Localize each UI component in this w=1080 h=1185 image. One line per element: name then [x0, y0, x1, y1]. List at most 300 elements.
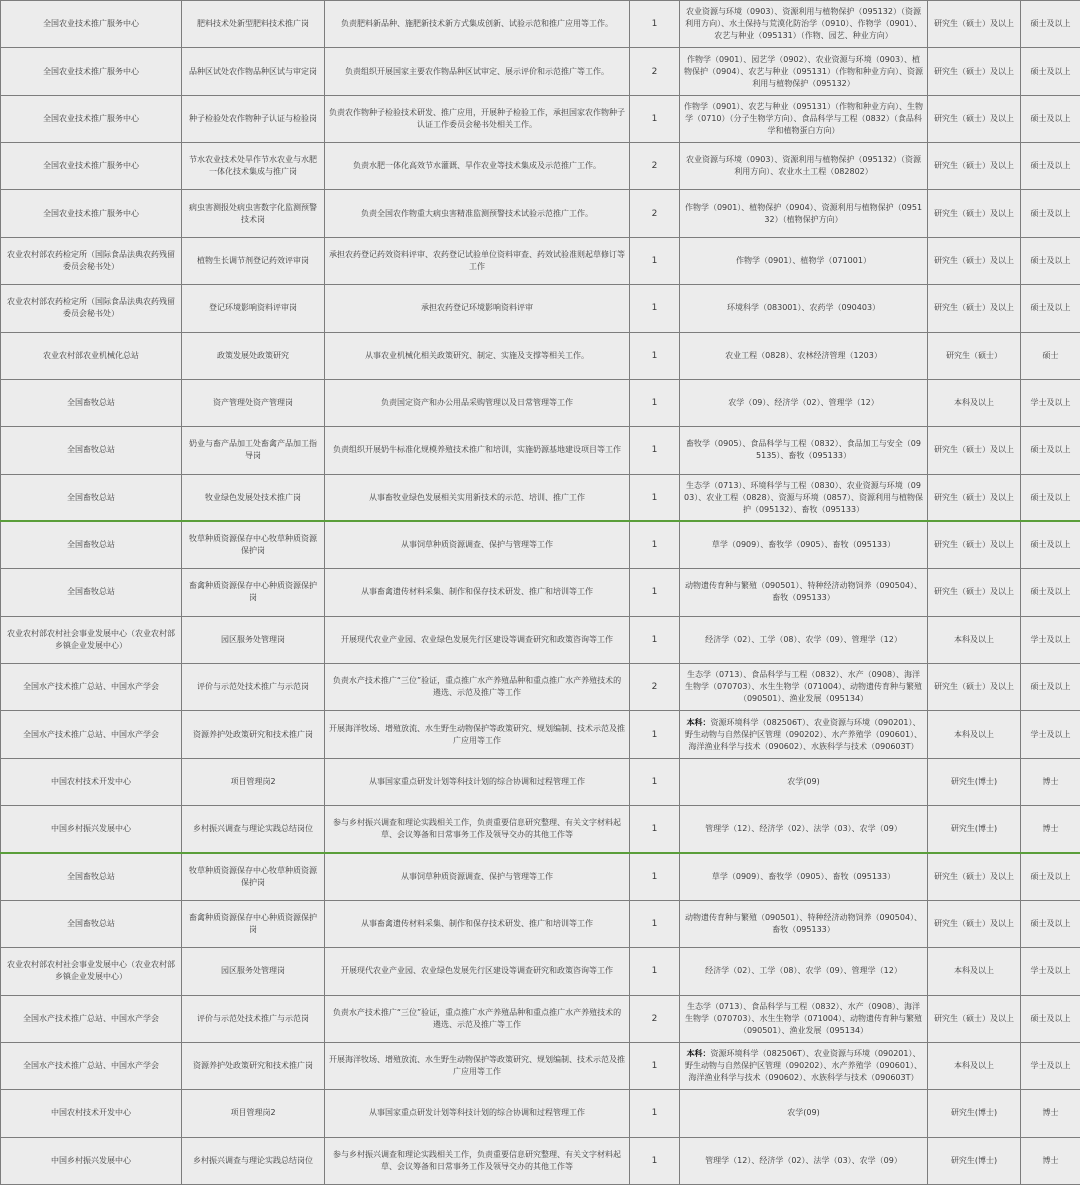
position-cell: [182, 379, 325, 426]
major-text: 作物学（0901）、园艺学（0902）、农业资源与环境（0903）、植物保护（0904）、农艺与种业（095131）（作物和种业方向）、资源利用与植物保护（095132）: [684, 54, 923, 90]
title-text: 硕士: [1025, 350, 1076, 362]
position-text: 畜禽种质资源保存中心种质资源保护岗: [186, 580, 320, 604]
degree-text: 研究生(博士): [932, 823, 1016, 835]
unit-text: 农业农村部农村社会事业发展中心（农业农村部乡镇企业发展中心）: [5, 628, 177, 652]
headcount-cell: [630, 664, 680, 711]
degree-cell: [928, 995, 1021, 1042]
position-text: 肥料技术处新型肥料技术推广岗: [186, 18, 320, 30]
unit-cell: [1, 48, 182, 95]
duty-cell: [325, 237, 630, 284]
position-cell: [182, 48, 325, 95]
major-text: 经济学（02）、工学（08）、农学（09）、管理学（12）: [684, 965, 923, 977]
unit-text: 全国畜牧总站: [5, 444, 177, 456]
table-row: [1, 237, 1080, 284]
duty-text: 开展现代农业产业园、农业绿色发展先行区建设等调查研究和政策咨询等工作: [329, 965, 625, 977]
position-cell: [182, 806, 325, 853]
table-row: [1, 48, 1080, 95]
duty-cell: [325, 711, 630, 758]
degree-text: 本科及以上: [932, 965, 1016, 977]
headcount-cell: [630, 285, 680, 332]
table-row: [1, 285, 1080, 332]
degree-text: 研究生（硕士）及以上: [932, 586, 1016, 598]
headcount-cell: [630, 332, 680, 379]
table-row: [1, 190, 1080, 237]
title-text: 硕士及以上: [1025, 871, 1076, 883]
degree-text: 本科及以上: [932, 634, 1016, 646]
title-text: 博士: [1025, 1155, 1076, 1167]
major-cell: [680, 1, 928, 48]
major-cell: [680, 521, 928, 568]
unit-cell: [1, 237, 182, 284]
headcount-cell: [630, 379, 680, 426]
title-cell: [1021, 427, 1080, 474]
major-text: 农学（09）、经济学（02）、管理学（12）: [684, 397, 923, 409]
position-cell: [182, 1137, 325, 1184]
degree-text: 研究生（硕士）及以上: [932, 66, 1016, 78]
unit-cell: [1, 332, 182, 379]
unit-text: 全国畜牧总站: [5, 397, 177, 409]
position-text: 园区服务处管理岗: [186, 634, 320, 646]
major-text: 作物学（0901）、植物保护（0904）、资源利用与植物保护（095132）（植物保护方向）: [684, 202, 923, 226]
position-cell: [182, 995, 325, 1042]
major-text: 农业资源与环境（0903）、资源利用与植物保护（095132）（资源利用方向）、农业水土工程（082802）: [684, 154, 923, 178]
major-cell: [680, 711, 928, 758]
table-row: [1, 143, 1080, 190]
duty-text: 从事畜牧业绿色发展相关实用新技术的示范、培训、推广工作: [329, 492, 625, 504]
title-cell: [1021, 948, 1080, 995]
degree-cell: [928, 1090, 1021, 1137]
duty-text: 从事饲草种质资源调查、保护与管理等工作: [329, 539, 625, 551]
duty-text: 参与乡村振兴调查和理论实践相关工作，负责重要信息研究整理、有关文字材料起草、会议筹备和日常事务工作及领导交办的其他工作等: [329, 1149, 625, 1173]
degree-cell: [928, 95, 1021, 142]
table-row: [1, 664, 1080, 711]
degree-cell: [928, 1042, 1021, 1089]
title-text: 硕士及以上: [1025, 18, 1076, 30]
unit-cell: [1, 1137, 182, 1184]
headcount-text: 1: [634, 539, 675, 551]
headcount-cell: [630, 1090, 680, 1137]
headcount-text: 1: [634, 965, 675, 977]
duty-text: 负责肥料新品种、施肥新技术新方式集成创新、试验示范和推广应用等工作。: [329, 18, 625, 30]
degree-text: 研究生（硕士）及以上: [932, 871, 1016, 883]
duty-text: 从事农业机械化相关政策研究、制定、实施及支撑等相关工作。: [329, 350, 625, 362]
unit-cell: [1, 379, 182, 426]
table-body: [1, 1, 1080, 1185]
duty-cell: [325, 1, 630, 48]
degree-cell: [928, 285, 1021, 332]
position-text: 资产管理处资产管理岗: [186, 397, 320, 409]
table-row: [1, 806, 1080, 853]
major-text: 生态学（0713）、食品科学与工程（0832）、水产（0908）、海洋生物学（070703）、水生生物学（071004）、动物遗传育种与繁殖（090501）、渔业发展（095134）: [684, 1001, 923, 1037]
headcount-text: 1: [634, 729, 675, 741]
headcount-text: 2: [634, 208, 675, 220]
title-cell: [1021, 379, 1080, 426]
major-text: 资源环境科学（082506T）、农业资源与环境（090201）、野生动物与自然保护区管理（090202）、水产养殖学（090601）、海洋渔业科学与技术（090602）、水族科学与技术（090603T）: [685, 718, 922, 751]
title-text: 硕士及以上: [1025, 302, 1076, 314]
major-text: 作物学（0901）、植物学（071001）: [684, 255, 923, 267]
duty-cell: [325, 143, 630, 190]
unit-cell: [1, 190, 182, 237]
duty-cell: [325, 948, 630, 995]
headcount-text: 1: [634, 113, 675, 125]
position-text: 牧草种质资源保存中心牧草种质资源保护岗: [186, 865, 320, 889]
title-cell: [1021, 900, 1080, 947]
duty-text: 负责农作物种子检验技术研发、推广应用，开展种子检验工作，承担国家农作物种子认证工作委员会秘书处相关工作。: [329, 107, 625, 131]
headcount-text: 1: [634, 776, 675, 788]
major-text: 生态学（0713）、环境科学与工程（0830）、农业资源与环境（0903）、农业工程（0828）、资源与环境（0857）、资源利用与植物保护（095132）、畜牧（095133）: [684, 480, 923, 516]
degree-text: 研究生（硕士）及以上: [932, 18, 1016, 30]
degree-text: 研究生（硕士）及以上: [932, 681, 1016, 693]
position-cell: [182, 427, 325, 474]
position-text: 种子检验处农作物种子认证与检验岗: [186, 113, 320, 125]
major-text: 农学(09): [684, 1107, 923, 1119]
title-cell: [1021, 806, 1080, 853]
table-row: [1, 332, 1080, 379]
unit-cell: [1, 427, 182, 474]
duty-text: 负责国定资产和办公用品采购管理以及日常管理等工作: [329, 397, 625, 409]
headcount-cell: [630, 569, 680, 616]
major-text: 农学(09): [684, 776, 923, 788]
degree-cell: [928, 521, 1021, 568]
major-cell: [680, 190, 928, 237]
title-text: 学士及以上: [1025, 397, 1076, 409]
unit-text: 全国畜牧总站: [5, 586, 177, 598]
degree-cell: [928, 237, 1021, 284]
duty-cell: [325, 995, 630, 1042]
duty-cell: [325, 900, 630, 947]
title-text: 硕士及以上: [1025, 681, 1076, 693]
major-cell: [680, 995, 928, 1042]
title-text: 硕士及以上: [1025, 66, 1076, 78]
unit-text: 全国水产技术推广总站、中国水产学会: [5, 729, 177, 741]
unit-cell: [1, 853, 182, 900]
headcount-text: 1: [634, 255, 675, 267]
major-cell: [680, 379, 928, 426]
position-text: 资源养护处政策研究和技术推广岗: [186, 729, 320, 741]
unit-cell: [1, 900, 182, 947]
title-cell: [1021, 48, 1080, 95]
duty-cell: [325, 853, 630, 900]
unit-text: 全国农业技术推广服务中心: [5, 160, 177, 172]
title-cell: [1021, 758, 1080, 805]
major-text: 畜牧学（0905）、食品科学与工程（0832）、食品加工与安全（095135）、畜牧（095133）: [684, 438, 923, 462]
unit-cell: [1, 711, 182, 758]
headcount-text: 2: [634, 160, 675, 172]
title-text: 硕士及以上: [1025, 1013, 1076, 1025]
duty-text: 参与乡村振兴调查和理论实践相关工作，负责重要信息研究整理、有关文字材料起草、会议筹备和日常事务工作及领导交办的其他工作等: [329, 817, 625, 841]
degree-text: 研究生（硕士）及以上: [932, 255, 1016, 267]
unit-cell: [1, 1042, 182, 1089]
unit-text: 农业农村部农药检定所（国际食品法典农药残留委员会秘书处）: [5, 296, 177, 320]
headcount-cell: [630, 711, 680, 758]
headcount-text: 1: [634, 871, 675, 883]
position-cell: [182, 616, 325, 663]
title-cell: [1021, 853, 1080, 900]
degree-cell: [928, 474, 1021, 521]
major-text: 资源环境科学（082506T）、农业资源与环境（090201）、野生动物与自然保护区管理（090202）、水产养殖学（090601）、海洋渔业科学与技术（090602）、水族科学与技术（090603T）: [685, 1049, 922, 1082]
major-cell: [680, 806, 928, 853]
duty-text: 从事国家重点研发计划等科技计划的综合协调和过程管理工作: [329, 1107, 625, 1119]
unit-text: 全国畜牧总站: [5, 492, 177, 504]
position-text: 牧草种质资源保存中心牧草种质资源保护岗: [186, 533, 320, 557]
title-cell: [1021, 616, 1080, 663]
headcount-text: 1: [634, 397, 675, 409]
degree-cell: [928, 900, 1021, 947]
headcount-cell: [630, 143, 680, 190]
unit-text: 全国畜牧总站: [5, 871, 177, 883]
unit-cell: [1, 521, 182, 568]
title-text: 博士: [1025, 776, 1076, 788]
position-cell: [182, 900, 325, 947]
degree-cell: [928, 190, 1021, 237]
title-text: 博士: [1025, 1107, 1076, 1119]
major-text: 农业资源与环境（0903）、资源利用与植物保护（095132）（资源利用方向）、水土保持与荒漠化防治学（0910）、作物学（0901）、农艺与种业（095131）（作物、园艺、种业方向）: [684, 6, 923, 42]
degree-text: 研究生(博士): [932, 776, 1016, 788]
unit-cell: [1, 95, 182, 142]
duty-text: 负责全国农作物重大病虫害精准监测预警技术试验示范推广工作。: [329, 208, 625, 220]
duty-cell: [325, 1137, 630, 1184]
duty-text: 承担农药登记药效资料评审、农药登记试验单位资料审查、药效试验准则起草修订等工作: [329, 249, 625, 273]
duty-text: 负责水产技术推广“三位”验证，重点推广水产养殖品种和重点推广水产养殖技术的遴选、示范及推广等工作: [329, 1007, 625, 1031]
headcount-text: 2: [634, 681, 675, 693]
position-text: 畜禽种质资源保存中心种质资源保护岗: [186, 912, 320, 936]
major-cell: [680, 427, 928, 474]
title-cell: [1021, 664, 1080, 711]
headcount-cell: [630, 474, 680, 521]
table-row: [1, 616, 1080, 663]
degree-cell: [928, 711, 1021, 758]
unit-text: 全国畜牧总站: [5, 539, 177, 551]
title-text: 硕士及以上: [1025, 918, 1076, 930]
degree-cell: [928, 1137, 1021, 1184]
unit-text: 全国畜牧总站: [5, 918, 177, 930]
degree-text: 研究生（硕士）及以上: [932, 539, 1016, 551]
major-cell: [680, 758, 928, 805]
duty-text: 开展海洋牧场、增殖放流、水生野生动物保护等政策研究、规划编制、技术示范及推广应用等工作: [329, 1054, 625, 1078]
degree-cell: [928, 948, 1021, 995]
headcount-text: 1: [634, 1107, 675, 1119]
position-text: 乡村振兴调查与理论实践总结岗位: [186, 1155, 320, 1167]
headcount-cell: [630, 616, 680, 663]
title-cell: [1021, 474, 1080, 521]
position-text: 节水农业技术处旱作节水农业与水肥一体化技术集成与推广岗: [186, 154, 320, 178]
unit-text: 全国水产技术推广总站、中国水产学会: [5, 681, 177, 693]
position-cell: [182, 521, 325, 568]
headcount-cell: [630, 900, 680, 947]
table-row: [1, 1137, 1080, 1184]
position-cell: [182, 143, 325, 190]
duty-text: 开展海洋牧场、增殖放流、水生野生动物保护等政策研究、规划编制、技术示范及推广应用等工作: [329, 723, 625, 747]
position-text: 项目管理岗2: [186, 776, 320, 788]
duty-cell: [325, 664, 630, 711]
major-text: 农业工程（0828）、农林经济管理（1203）: [684, 350, 923, 362]
unit-cell: [1, 995, 182, 1042]
headcount-cell: [630, 1, 680, 48]
title-text: 硕士及以上: [1025, 492, 1076, 504]
degree-cell: [928, 616, 1021, 663]
headcount-cell: [630, 806, 680, 853]
table-row: [1, 758, 1080, 805]
unit-text: 中国乡村振兴发展中心: [5, 1155, 177, 1167]
title-text: 硕士及以上: [1025, 160, 1076, 172]
degree-cell: [928, 332, 1021, 379]
position-cell: [182, 1090, 325, 1137]
position-cell: [182, 758, 325, 805]
table-row: [1, 711, 1080, 758]
table-row: [1, 900, 1080, 947]
duty-cell: [325, 95, 630, 142]
title-cell: [1021, 285, 1080, 332]
major-cell: [680, 285, 928, 332]
table-row: [1, 1, 1080, 48]
headcount-cell: [630, 853, 680, 900]
position-text: 乡村振兴调查与理论实践总结岗位: [186, 823, 320, 835]
headcount-text: 1: [634, 1155, 675, 1167]
unit-cell: [1, 474, 182, 521]
degree-text: 研究生（硕士）及以上: [932, 1013, 1016, 1025]
title-cell: [1021, 1, 1080, 48]
degree-text: 本科及以上: [932, 729, 1016, 741]
degree-cell: [928, 1, 1021, 48]
duty-cell: [325, 1042, 630, 1089]
degree-text: 研究生(博士): [932, 1107, 1016, 1119]
position-text: 植物生长调节剂登记药效评审岗: [186, 255, 320, 267]
unit-text: 农业农村部农业机械化总站: [5, 350, 177, 362]
table-row: [1, 948, 1080, 995]
unit-text: 中国农村技术开发中心: [5, 776, 177, 788]
headcount-text: 1: [634, 18, 675, 30]
duty-cell: [325, 427, 630, 474]
title-text: 硕士及以上: [1025, 113, 1076, 125]
duty-text: 负责组织开展奶牛标准化规模养殖技术推广和培训，实施奶源基地建设项目等工作: [329, 444, 625, 456]
position-cell: [182, 190, 325, 237]
unit-cell: [1, 1, 182, 48]
position-text: 奶业与畜产品加工处畜禽产品加工指导岗: [186, 438, 320, 462]
headcount-cell: [630, 95, 680, 142]
unit-cell: [1, 569, 182, 616]
title-cell: [1021, 995, 1080, 1042]
unit-cell: [1, 948, 182, 995]
degree-text: 研究生（硕士）及以上: [932, 160, 1016, 172]
headcount-cell: [630, 190, 680, 237]
duty-cell: [325, 521, 630, 568]
headcount-cell: [630, 427, 680, 474]
unit-cell: [1, 1090, 182, 1137]
headcount-text: 1: [634, 1060, 675, 1072]
unit-cell: [1, 664, 182, 711]
table-row: [1, 853, 1080, 900]
table-row: [1, 1090, 1080, 1137]
duty-text: 承担农药登记环境影响资料评审: [329, 302, 625, 314]
duty-text: 从事畜禽遗传材料采集、制作和保存技术研发、推广和培训等工作: [329, 586, 625, 598]
major-cell: [680, 95, 928, 142]
major-cell: [680, 616, 928, 663]
degree-cell: [928, 806, 1021, 853]
position-text: 项目管理岗2: [186, 1107, 320, 1119]
unit-cell: [1, 143, 182, 190]
table-row: [1, 379, 1080, 426]
table-row: [1, 995, 1080, 1042]
unit-text: 全国水产技术推广总站、中国水产学会: [5, 1013, 177, 1025]
major-cell: [680, 1042, 928, 1089]
major-text: 管理学（12）、经济学（02）、法学（03）、农学（09）: [684, 1155, 923, 1167]
title-text: 学士及以上: [1025, 965, 1076, 977]
title-cell: [1021, 569, 1080, 616]
headcount-cell: [630, 237, 680, 284]
degree-cell: [928, 379, 1021, 426]
duty-text: 从事国家重点研发计划等科技计划的综合协调和过程管理工作: [329, 776, 625, 788]
title-cell: [1021, 1090, 1080, 1137]
headcount-cell: [630, 948, 680, 995]
title-text: 学士及以上: [1025, 729, 1076, 741]
duty-text: 从事畜禽遗传材料采集、制作和保存技术研发、推广和培训等工作: [329, 918, 625, 930]
unit-cell: [1, 285, 182, 332]
major-cell: [680, 474, 928, 521]
unit-text: 全国水产技术推广总站、中国水产学会: [5, 1060, 177, 1072]
table-row: [1, 474, 1080, 521]
major-text: 管理学（12）、经济学（02）、法学（03）、农学（09）: [684, 823, 923, 835]
unit-text: 中国乡村振兴发展中心: [5, 823, 177, 835]
major-text: 草学（0909）、畜牧学（0905）、畜牧（095133）: [684, 871, 923, 883]
table-row: [1, 427, 1080, 474]
duty-cell: [325, 190, 630, 237]
major-cell: [680, 1137, 928, 1184]
headcount-text: 1: [634, 823, 675, 835]
degree-cell: [928, 758, 1021, 805]
position-cell: [182, 332, 325, 379]
duty-cell: [325, 616, 630, 663]
title-cell: [1021, 190, 1080, 237]
position-text: 政策发展处政策研究: [186, 350, 320, 362]
unit-text: 全国农业技术推广服务中心: [5, 208, 177, 220]
headcount-cell: [630, 1042, 680, 1089]
position-cell: [182, 569, 325, 616]
position-text: 病虫害测报处病虫害数字化监测预警技术岗: [186, 202, 320, 226]
headcount-cell: [630, 521, 680, 568]
position-text: 评价与示范处技术推广与示范岗: [186, 1013, 320, 1025]
major-cell: [680, 332, 928, 379]
major-cell: [680, 664, 928, 711]
position-cell: [182, 711, 325, 758]
duty-text: 负责水产技术推广“三位”验证，重点推广水产养殖品种和重点推广水产养殖技术的遴选、示范及推广等工作: [329, 675, 625, 699]
title-cell: [1021, 1042, 1080, 1089]
unit-cell: [1, 616, 182, 663]
major-text: 动物遗传育种与繁殖（090501）、特种经济动物饲养（090504）、畜牧（095133）: [684, 580, 923, 604]
degree-text: 研究生（硕士）及以上: [932, 918, 1016, 930]
unit-text: 农业农村部农村社会事业发展中心（农业农村部乡镇企业发展中心）: [5, 959, 177, 983]
title-cell: [1021, 1137, 1080, 1184]
headcount-text: 1: [634, 444, 675, 456]
duty-cell: [325, 1090, 630, 1137]
duty-text: 开展现代农业产业园、农业绿色发展先行区建设等调查研究和政策咨询等工作: [329, 634, 625, 646]
position-cell: [182, 237, 325, 284]
headcount-cell: [630, 48, 680, 95]
degree-cell: [928, 569, 1021, 616]
duty-cell: [325, 285, 630, 332]
position-text: 牧业绿色发展处技术推广岗: [186, 492, 320, 504]
position-text: 评价与示范处技术推广与示范岗: [186, 681, 320, 693]
major-cell: [680, 948, 928, 995]
table-row: [1, 521, 1080, 568]
unit-text: 全国农业技术推广服务中心: [5, 66, 177, 78]
unit-cell: [1, 806, 182, 853]
position-cell: [182, 285, 325, 332]
degree-cell: [928, 664, 1021, 711]
major-cell: [680, 237, 928, 284]
position-text: 资源养护处政策研究和技术推广岗: [186, 1060, 320, 1072]
major-cell: [680, 48, 928, 95]
title-text: 硕士及以上: [1025, 586, 1076, 598]
